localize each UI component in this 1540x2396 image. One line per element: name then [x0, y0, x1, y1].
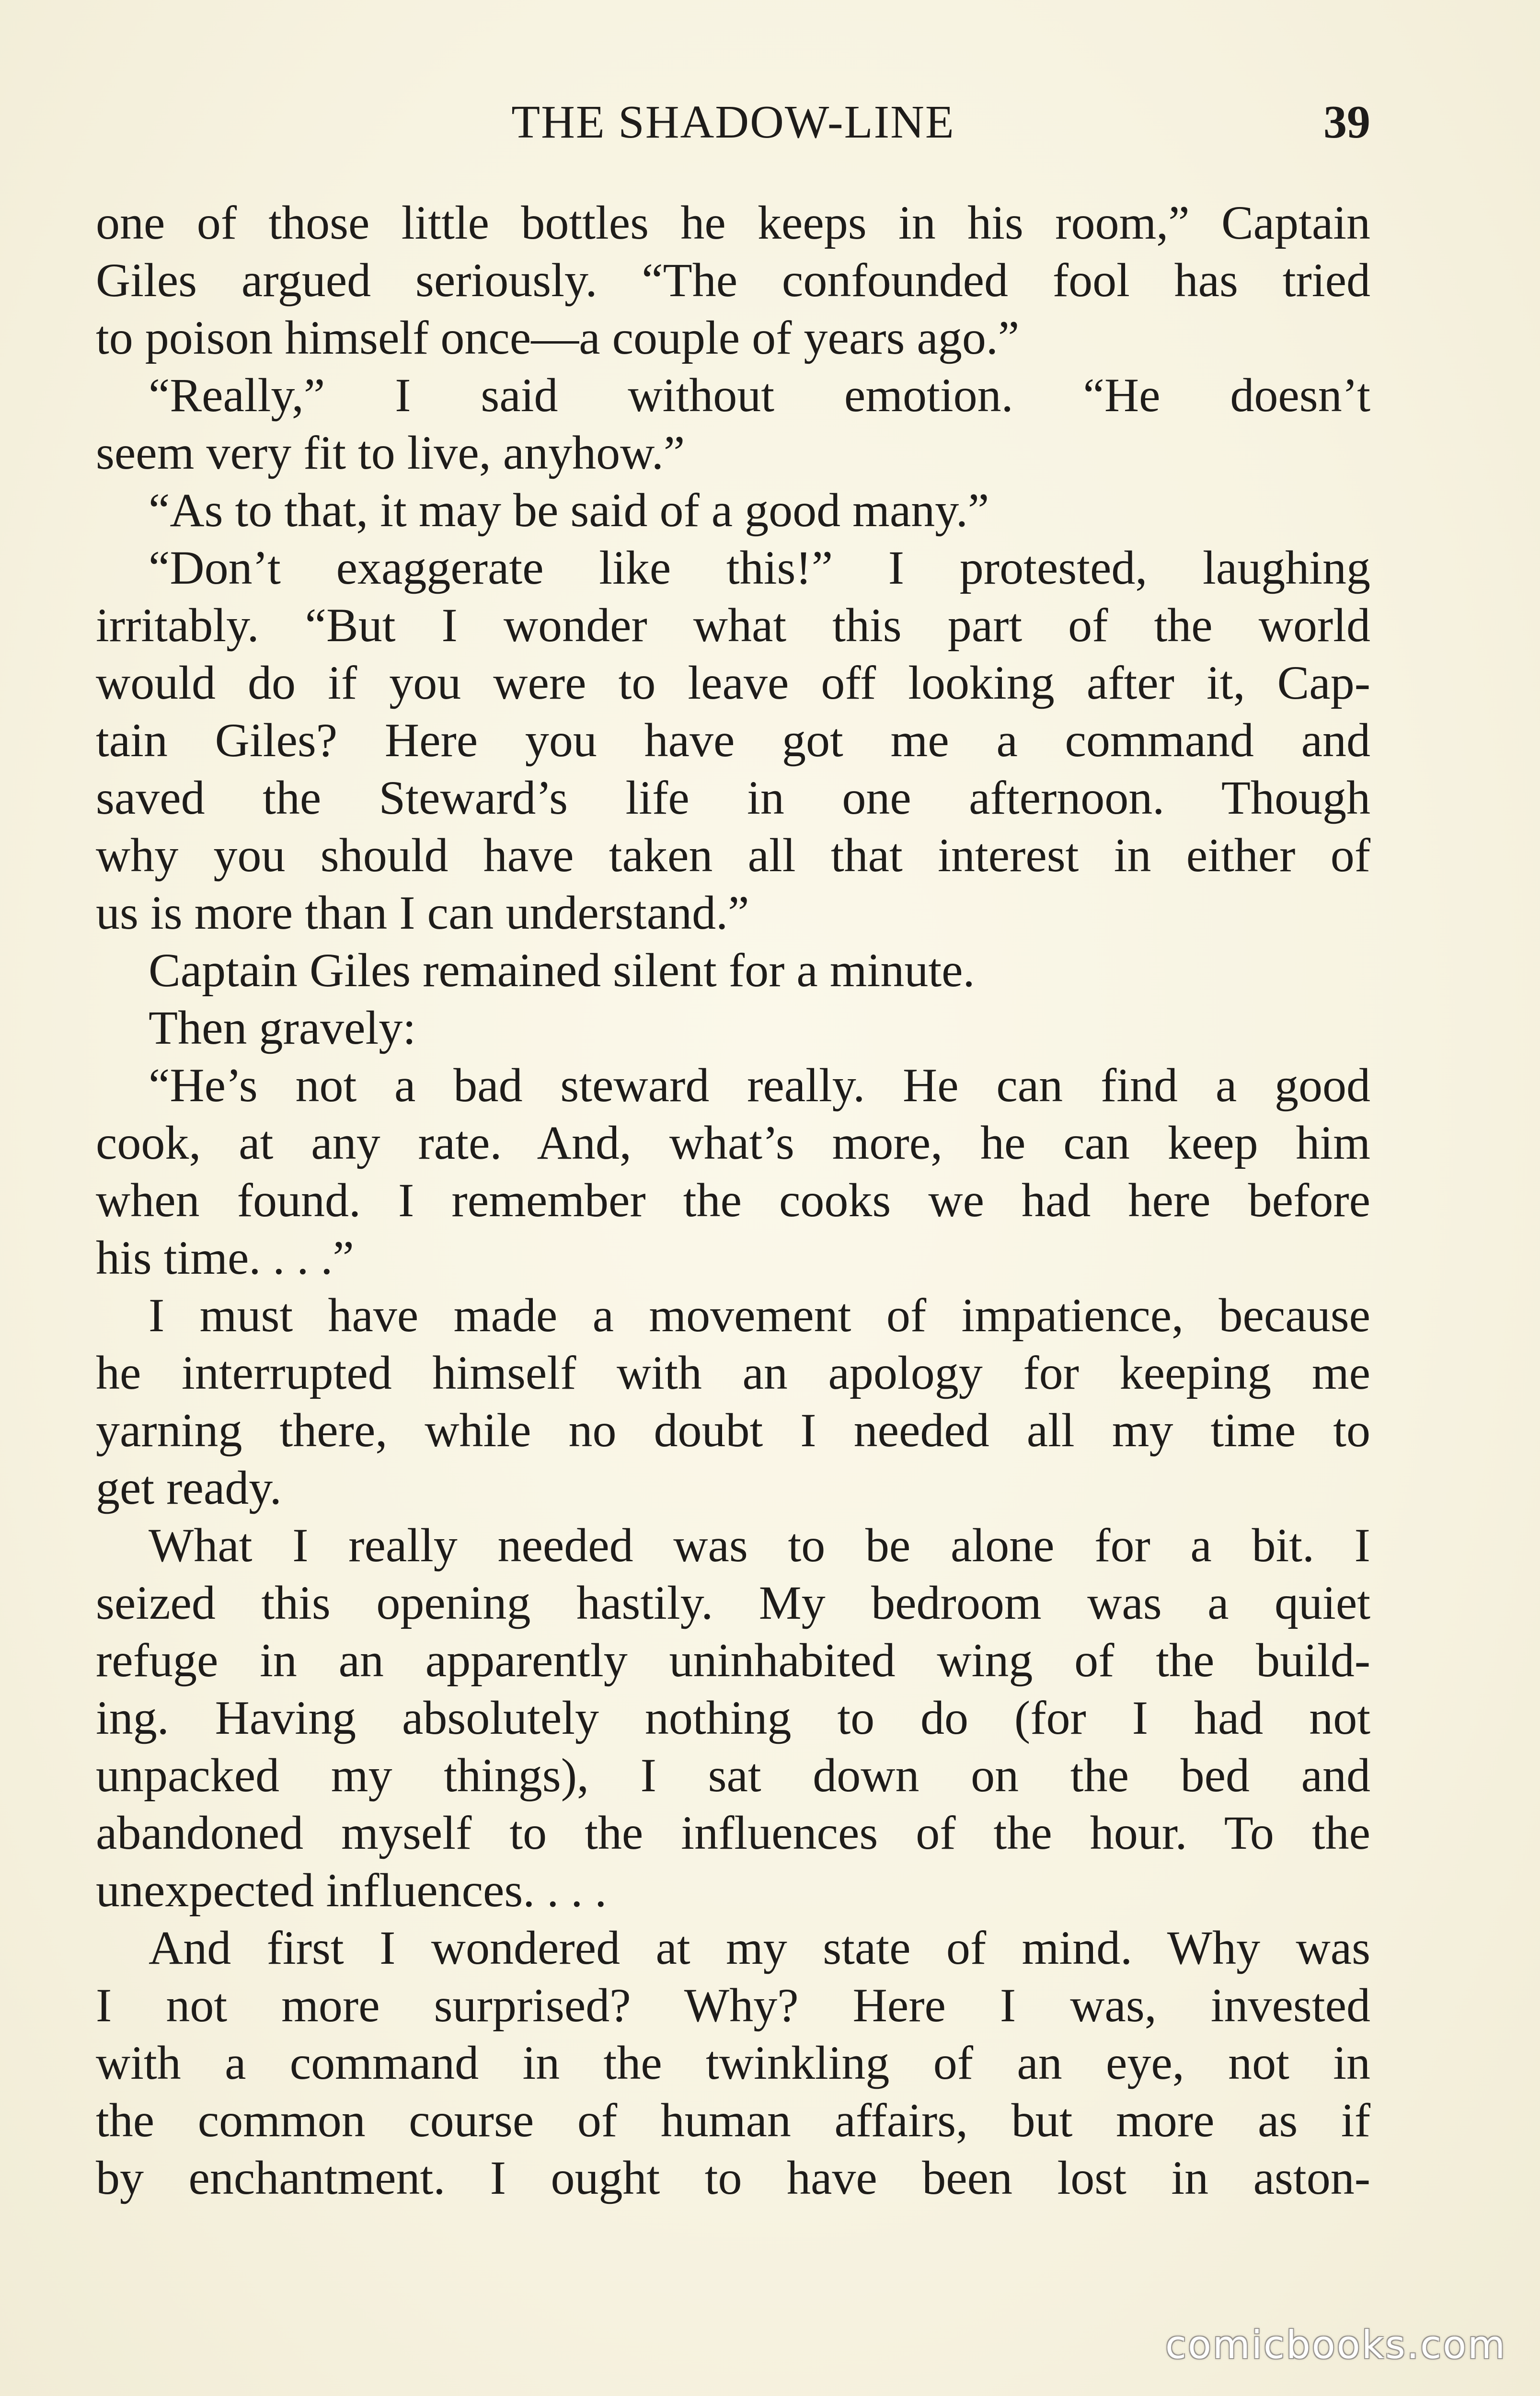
text-line: seem very fit to live, anyhow.”	[96, 426, 685, 479]
text-line: Giles argued seriously. “The confounded fool has tried	[96, 253, 1370, 307]
text-line: “He’s not a bad steward really. He can find a good	[149, 1059, 1370, 1112]
text-line: I must have made a movement of impatience, because	[149, 1289, 1370, 1342]
text-line: ing. Having absolutely nothing to do (for I had not	[96, 1691, 1370, 1744]
text-line: I not more surprised? Why? Here I was, invested	[96, 1979, 1370, 2032]
text-line: when found. I remember the cooks we had here before	[96, 1174, 1370, 1227]
text-line: Captain Giles remained silent for a minute.	[149, 944, 975, 997]
text-line: irritably. “But I wonder what this part of the world	[96, 599, 1370, 652]
text-line: Then gravely:	[149, 1001, 416, 1054]
text-line: why you should have taken all that interest in either of	[96, 829, 1370, 882]
text-line: saved the Steward’s life in one afternoon. Though	[96, 771, 1370, 824]
text-line: “Don’t exaggerate like this!” I protested, laughing	[149, 541, 1370, 594]
page-number: 39	[1323, 96, 1370, 148]
text-line: by enchantment. I ought to have been lost in aston-	[96, 2151, 1370, 2204]
text-line: “Really,” I said without emotion. “He doesn’t	[149, 369, 1370, 422]
text-line: us is more than I can understand.”	[96, 886, 749, 939]
text-line: What I really needed was to be alone for a bit. I	[149, 1519, 1370, 1572]
text-line: his time. . . .”	[96, 1231, 354, 1284]
running-title: THE SHADOW-LINE	[511, 96, 955, 148]
text-line: refuge in an apparently uninhabited wing of the build-	[96, 1634, 1370, 1687]
text-line: would do if you were to leave off looking after it, Cap-	[96, 656, 1370, 709]
text-line: cook, at any rate. And, what’s more, he can keep him	[96, 1116, 1370, 1169]
text-line: tain Giles? Here you have got me a command and	[96, 714, 1370, 767]
text-line: unpacked my things), I sat down on the bed and	[96, 1749, 1370, 1802]
text-line: abandoned myself to the influences of the hour. To the	[96, 1806, 1370, 1859]
text-line: he interrupted himself with an apology for keeping me	[96, 1346, 1370, 1399]
text-line: And first I wondered at my state of mind. Why was	[149, 1921, 1370, 1974]
body-text	[96, 194, 1370, 2207]
text-line: yarning there, while no doubt I needed all my time to	[96, 1404, 1370, 1457]
text-line: “As to that, it may be said of a good many.”	[149, 484, 989, 537]
text-line: get ready.	[96, 1461, 282, 1514]
text-line: unexpected influences. . . .	[96, 1864, 607, 1917]
page-header	[96, 91, 1370, 153]
text-line: one of those little bottles he keeps in his room,” Captain	[96, 196, 1370, 249]
text-line: the common course of human affairs, but more as if	[96, 2094, 1370, 2147]
text-line: seized this opening hastily. My bedroom was a quiet	[96, 1576, 1370, 1629]
watermark: comicbooks.com	[1165, 2323, 1506, 2367]
text-line: to poison himself once—a couple of years ago.”	[96, 311, 1020, 364]
text-line: with a command in the twinkling of an eye, not in	[96, 2036, 1370, 2089]
